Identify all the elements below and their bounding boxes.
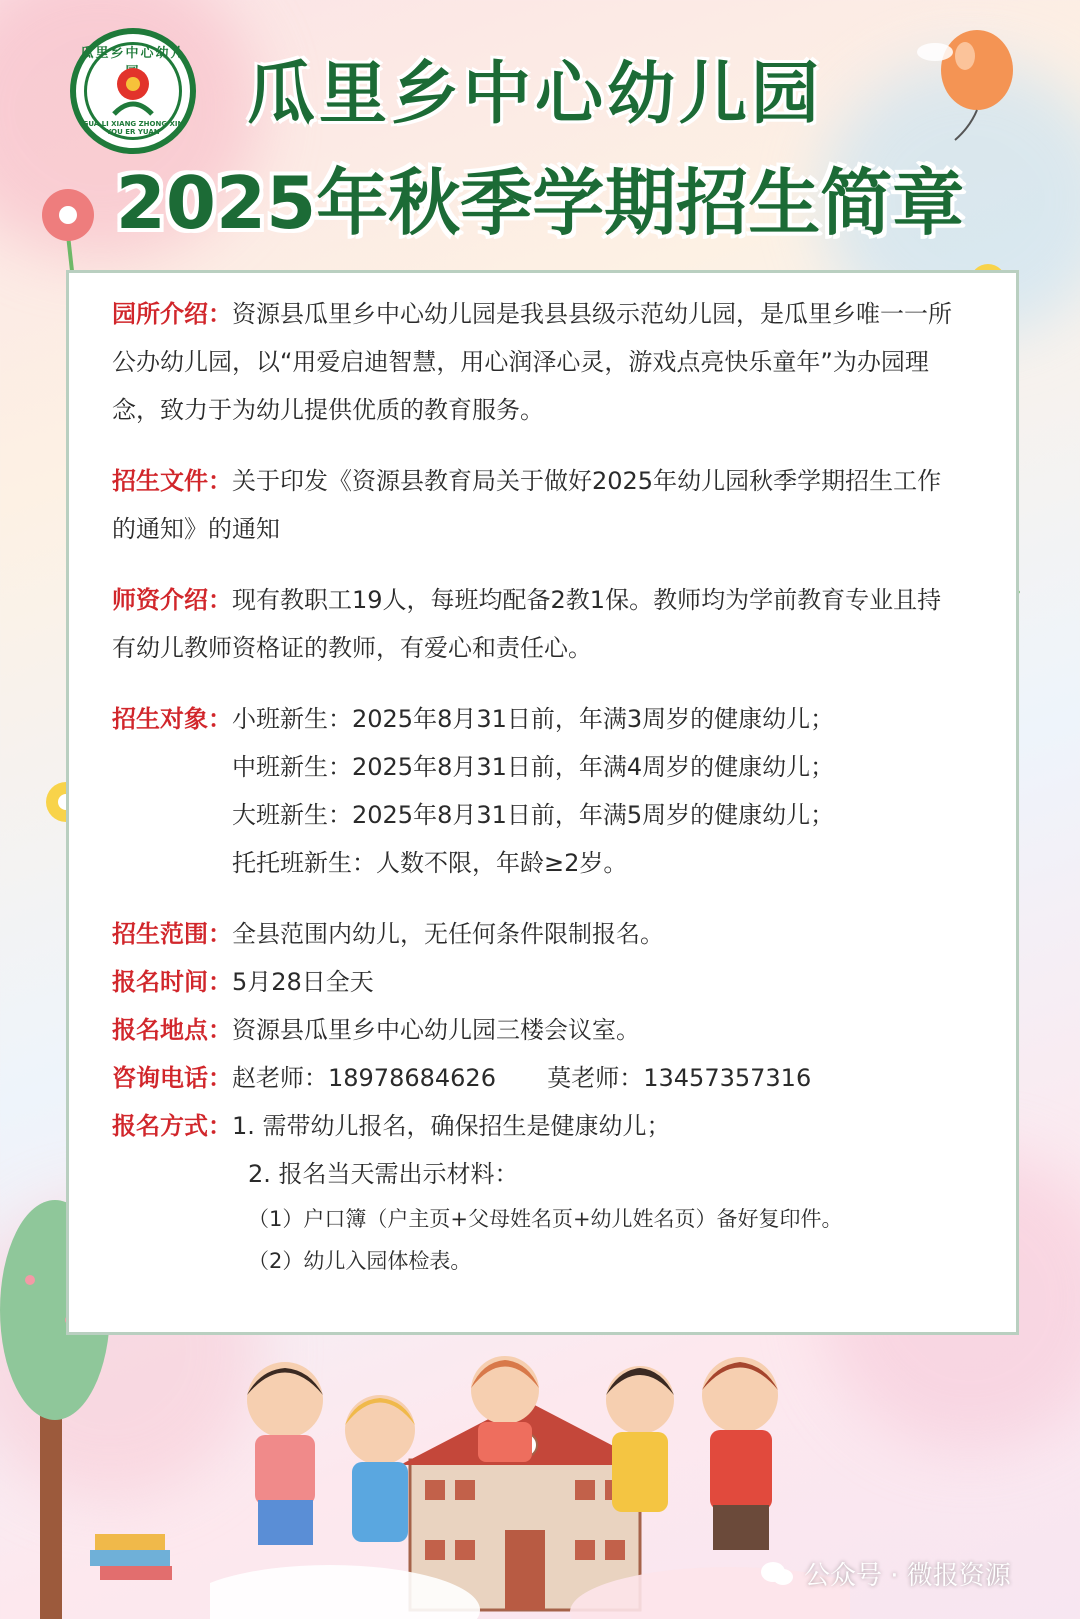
text-teachers: 现有教职工19人，每班均配备2教1保。教师均为学前教育专业且持有幼儿教师资格证的教师，有爱心和责任心。 — [112, 586, 942, 662]
label-teachers: 师资介绍： — [112, 586, 232, 614]
section-place — [112, 1006, 962, 1054]
label-document: 招生文件： — [112, 467, 232, 495]
section-scope — [112, 910, 962, 958]
text-intro: 资源县瓜里乡中心幼儿园是我县县级示范幼儿园，是瓜里乡唯一一所公办幼儿园，以“用爱启迪智慧，用心润泽心灵，游戏点亮快乐童年”为办园理念，致力于为幼儿提供优质的教育服务。 — [112, 300, 952, 424]
list-item: 大班新生：2025年8月31日前，年满5周岁的健康幼儿； — [232, 801, 835, 829]
text-place: 资源县瓜里乡中心幼儿园三楼会议室。 — [232, 1016, 640, 1044]
label-phone: 咨询电话： — [112, 1064, 232, 1092]
section-intro — [112, 290, 962, 434]
label-method: 报名方式： — [112, 1112, 232, 1140]
text-scope: 全县范围内幼儿，无任何条件限制报名。 — [232, 920, 664, 948]
school-logo — [70, 28, 196, 154]
section-teachers — [112, 576, 962, 672]
logo-pinyin: GUA LI XIANG ZHONG XIN YOU ER YUAN — [82, 120, 184, 136]
content-body — [112, 290, 962, 1282]
list-item: 托托班新生：人数不限，年龄≥2岁。 — [232, 849, 628, 877]
method-item-2: 2. 报名当天需出示材料： — [248, 1160, 519, 1188]
balloon-icon — [915, 22, 1035, 142]
watermark-text: 公众号 · 微报资源 — [804, 1561, 1011, 1591]
phone-contacts — [232, 1054, 962, 1102]
section-method — [112, 1102, 962, 1150]
logo-arc-text: 瓜里乡中心幼儿 — [80, 46, 186, 61]
method-sub-2: （2）幼儿入园体检表。 — [248, 1249, 472, 1273]
label-targets: 招生对象： — [112, 705, 232, 733]
contact-zhao: 赵老师：18978684626 — [232, 1064, 496, 1092]
method-sub-1: （1）户口簿（户主页+父母姓名页+幼儿姓名页）备好复印件。 — [248, 1207, 843, 1231]
list-item: 中班新生：2025年8月31日前，年满4周岁的健康幼儿； — [232, 753, 835, 781]
targets-list — [232, 695, 962, 887]
text-document: 关于印发《资源县教育局关于做好2025年幼儿园秋季学期招生工作的通知》的通知 — [112, 467, 942, 543]
label-scope: 招生范围： — [112, 920, 232, 948]
method-item-1: 1. 需带幼儿报名，确保招生是健康幼儿； — [232, 1112, 671, 1140]
label-intro: 园所介绍： — [112, 300, 232, 328]
wechat-icon — [760, 1561, 794, 1587]
section-time — [112, 958, 962, 1006]
section-phone — [112, 1054, 962, 1102]
section-document — [112, 457, 962, 553]
school-name: 瓜里乡中心幼儿园 — [246, 55, 823, 134]
text-time: 5月28日全天 — [232, 968, 374, 996]
children-icon — [106, 66, 160, 116]
label-place: 报名地点： — [112, 1016, 232, 1044]
watermark — [760, 1555, 1011, 1592]
poster-title: 2025年秋季学期招生简章 — [115, 161, 965, 245]
books-icon — [85, 1520, 175, 1590]
list-item: 小班新生：2025年8月31日前，年满3周岁的健康幼儿； — [232, 705, 835, 733]
section-targets — [112, 695, 962, 887]
children-illustration — [210, 1340, 850, 1619]
contact-mo: 莫老师：13457357316 — [547, 1064, 812, 1092]
label-time: 报名时间： — [112, 968, 232, 996]
